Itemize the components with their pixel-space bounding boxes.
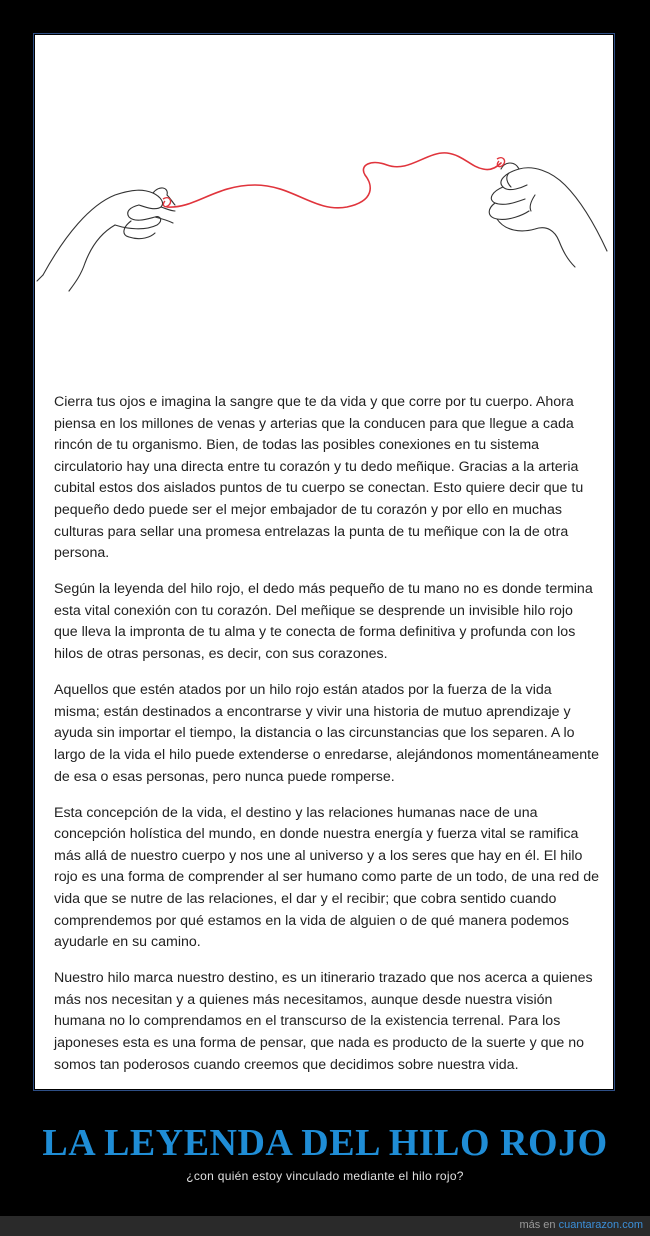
paragraph: Aquellos que estén atados por un hilo rojo están atados por la fuerza de la vida misma; están destinados a encontrarse y vivir una historia de mutuo aprendizaje y ayuda sin importar el tiempo, la distancia o las circunstancias que los separen. A lo largo de la vida el hilo puede extenderse o enredarse, alejándonos momentáneamente de esa o esas personas, pero nunca puede romperse. <box>54 682 600 785</box>
left-knot <box>163 198 171 207</box>
paragraph: Esta concepción de la vida, el destino y las relaciones humanas nace de una concepción holística del mundo, en donde nuestra energía y fuerza vital se ramifica más allá de nuestro cuerpo y nos une al universo y a los seres que hay en él. El hilo rojo es una forma de comprender al ser humano como parte de un todo, de una red de vida que se nutre de las relaciones, el dar y el recibir; que cobra sentido cuando comprendemos por qué estamos en la vida de alguien o de qué manera podemos ayudarle en su camino. <box>54 804 599 951</box>
post-subtitle: ¿con quién estoy vinculado mediante el hilo rojo? <box>186 1169 464 1183</box>
footer-credit <box>519 1219 643 1231</box>
red-thread-illustration <box>35 35 613 390</box>
paragraph: Cierra tus ojos e imagina la sangre que te da vida y que corre por tu cuerpo. Ahora piensa en los millones de venas y arterias que la conducen para que llegue a cada rincón de tu organismo. Bien, de todas las posibles conexiones en tu sistema circulatorio hay una directa entre tu corazón y tu dedo meñique. Gracias a la arteria cubital estos dos aislados puntos de tu cuerpo se conectan. Esto quiere decir que tu pequeño dedo puede ser el mejor embajador de tu corazón y por ello en muchas culturas para sellar una promesa entrelazas la punta de tu meñique con la de otra persona. <box>54 394 584 562</box>
right-knot <box>497 158 505 167</box>
left-hand <box>37 188 175 291</box>
image-card <box>35 35 613 1089</box>
red-thread <box>167 153 501 208</box>
image-frame <box>33 33 615 1091</box>
right-hand <box>489 163 607 267</box>
footer-prefix: más en <box>519 1219 559 1231</box>
site-link[interactable]: cuantarazon.com <box>558 1219 643 1231</box>
footer-bar <box>0 1216 650 1236</box>
post-title: LA LEYENDA DEL HILO ROJO <box>42 1122 608 1164</box>
paragraph: Según la leyenda del hilo rojo, el dedo más pequeño de tu mano no es donde termina esta vital conexión con tu corazón. Del meñique se desprende un invisible hilo rojo que lleva la impronta de tu alma y te conecta de forma definitiva y profunda con los hilos de otras personas, es decir, con sus corazones. <box>54 581 593 663</box>
paragraph: Nuestro hilo marca nuestro destino, es un itinerario trazado que nos acerca a quienes más nos necesitan y a quienes más necesitamos, aunque desde nuestra visión humana no lo comprendamos en el transcurso de la existencia terrenal. Para los japoneses esta es una forma de pensar, que nada es producto de la suerte y que no somos tan poderosos cuando creemos que decidimos sobre nuestra vida. <box>54 970 593 1073</box>
article-body <box>54 392 599 1089</box>
